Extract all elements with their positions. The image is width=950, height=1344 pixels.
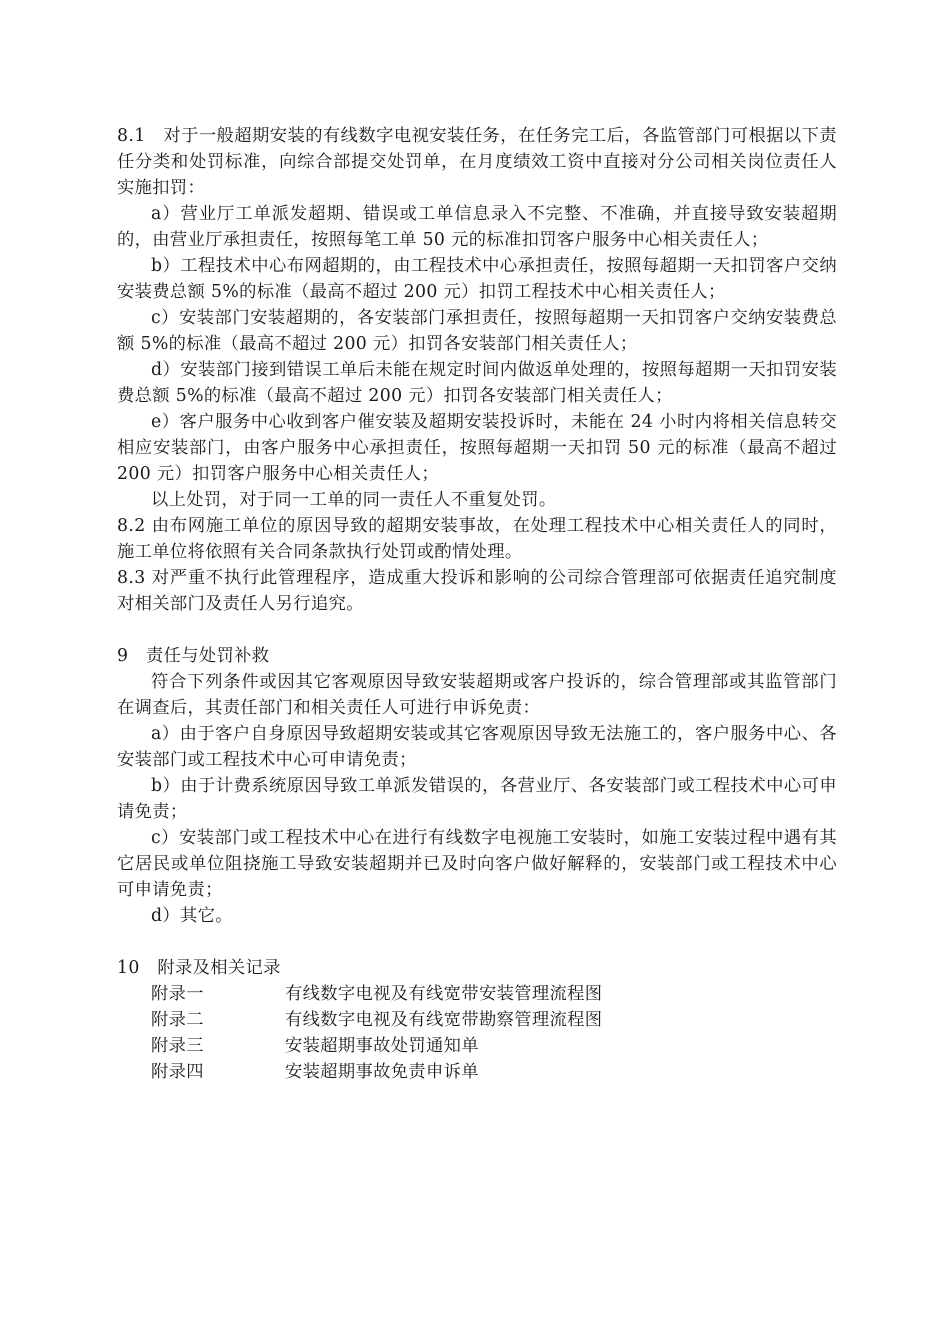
list-item-9-d: d）其它。	[151, 906, 233, 926]
appendix-title: 有线数字电视及有线宽带安装管理流程图	[285, 984, 603, 1004]
list-item-9-b: b）由于计费系统原因导致工单派发错误的，各营业厅、各安装部门或工程技术中心可申请免责；	[117, 776, 837, 822]
list-item-9-a: a）由于客户自身原因导致超期安装或其它客观原因导致无法施工的，客户服务中心、各安装部门或工程技术中心可申请免责；	[117, 724, 837, 770]
spacer	[117, 617, 837, 643]
appendix-title: 安装超期事故免责申诉单	[285, 1062, 479, 1082]
list-item-9-c: c）安装部门或工程技术中心在进行有线数字电视施工安装时，如施工安装过程中遇有其它居民或单位阻挠施工导致安装超期并已及时向客户做好解释的，安装部门或工程技术中心可申请免责；	[117, 828, 837, 900]
appendix-row-3	[117, 1033, 837, 1059]
list-item-8-1-d: d）安装部门接到错误工单后未能在规定时间内做返单处理的，按照每超期一天扣罚安装费总额 5%的标准（最高不超过 200 元）扣罚各安装部门相关责任人；	[117, 360, 837, 406]
appendix-title: 有线数字电视及有线宽带勘察管理流程图	[285, 1010, 603, 1030]
appendix-label: 附录四	[151, 1062, 204, 1082]
paragraph-8-3: 8.3 对严重不执行此管理程序，造成重大投诉和影响的公司综合管理部可依据责任追究制度对相关部门及责任人另行追究。	[117, 568, 837, 614]
list-item-8-1-b: b）工程技术中心布网超期的，由工程技术中心承担责任，按照每超期一天扣罚客户交纳安装费总额 5%的标准（最高不超过 200 元）扣罚工程技术中心相关责任人；	[117, 256, 837, 302]
appendix-label: 附录一	[151, 984, 204, 1004]
appendix-row-1	[117, 981, 837, 1007]
appendix-label: 附录三	[151, 1036, 204, 1056]
paragraph-8-1: 8.1 对于一般超期安装的有线数字电视安装任务，在任务完工后，各监管部门可根据以下责任分类和处罚标准，向综合部提交处罚单，在月度绩效工资中直接对分公司相关岗位责任人实施扣罚：	[117, 126, 837, 198]
list-item-8-1-a: a）营业厅工单派发超期、错误或工单信息录入不完整、不准确，并直接导致安装超期的，由营业厅承担责任，按照每笔工单 50 元的标准扣罚客户服务中心相关责任人；	[117, 204, 837, 250]
list-item-8-1-c: c）安装部门安装超期的，各安装部门承担责任，按照每超期一天扣罚客户交纳安装费总额 5%的标准（最高不超过 200 元）扣罚各安装部门相关责任人；	[117, 308, 837, 354]
appendix-label: 附录二	[151, 1010, 204, 1030]
appendix-row-2	[117, 1007, 837, 1033]
section-9-intro: 符合下列条件或因其它客观原因导致安装超期或客户投诉的，综合管理部或其监管部门在调查后，其责任部门和相关责任人可进行申诉免责：	[117, 672, 837, 718]
document-body	[117, 123, 837, 1085]
paragraph-8-2: 8.2 由布网施工单位的原因导致的超期安装事故，在处理工程技术中心相关责任人的同时，施工单位将依照有关合同条款执行处罚或酌情处理。	[117, 516, 837, 562]
appendix-title: 安装超期事故处罚通知单	[285, 1036, 479, 1056]
section-9-heading: 9 责任与处罚补救	[117, 646, 270, 666]
appendix-row-4	[117, 1059, 837, 1085]
note-no-duplicate-penalty: 以上处罚，对于同一工单的同一责任人不重复处罚。	[151, 490, 557, 510]
list-item-8-1-e: e）客户服务中心收到客户催安装及超期安装投诉时，未能在 24 小时内将相关信息转交相应安装部门，由客户服务中心承担责任，按照每超期一天扣罚 50 元的标准（最高不超过 200 元）扣罚客户服务中心相关责任人；	[117, 412, 837, 484]
section-10-heading: 10 附录及相关记录	[117, 958, 281, 978]
spacer	[117, 929, 837, 955]
